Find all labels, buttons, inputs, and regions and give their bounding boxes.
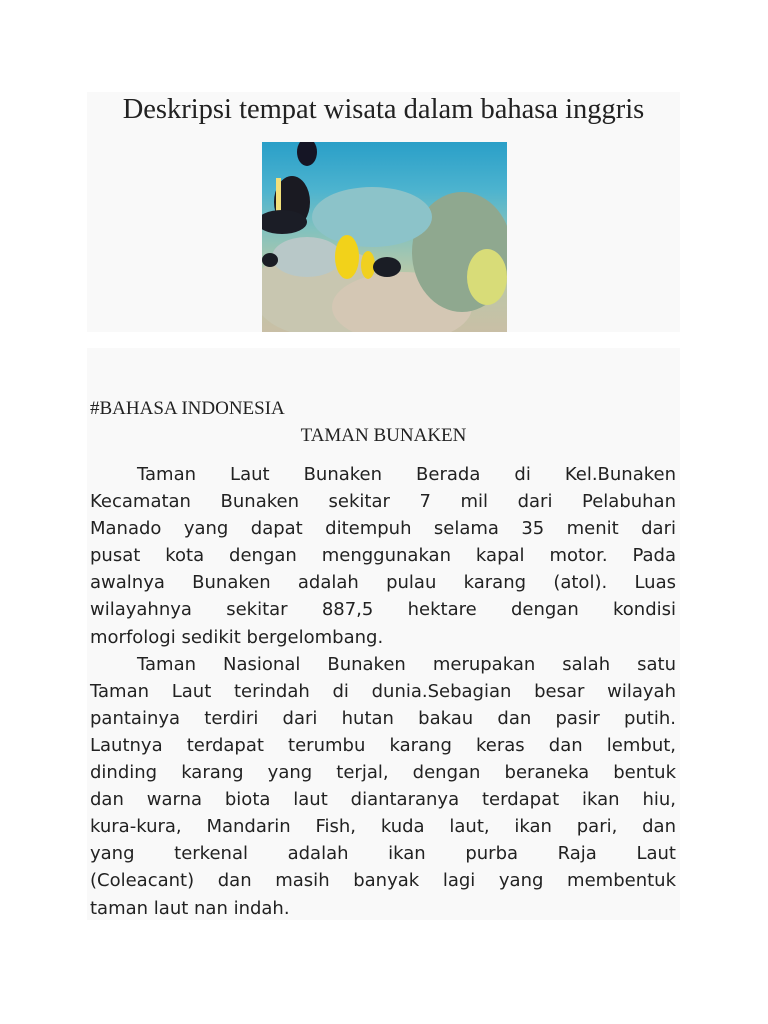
text-line: morfologi sedikit bergelombang. — [90, 626, 384, 648]
text-line: Manado yang dapat ditempuh selama 35 menit dari — [90, 518, 676, 540]
text-line: wilayahnya sekitar 887,5 hektare dengan kondisi — [90, 599, 676, 621]
paragraph-1 — [90, 461, 676, 651]
text-line: Taman Laut Bunaken Berada di Kel.Bunaken — [137, 464, 676, 485]
content-panel — [87, 348, 680, 920]
text-line: dan warna biota laut diantaranya terdapat ikan hiu, — [90, 789, 676, 811]
text-line: (Coleacant) dan masih banyak lagi yang membentuk — [90, 870, 676, 892]
text-line: Kecamatan Bunaken sekitar 7 mil dari Pelabuhan — [90, 491, 676, 513]
paragraph-2 — [90, 651, 676, 922]
text-line: pantainya terdiri dari hutan bakau dan pasir putih. — [90, 707, 676, 729]
text-line: Taman Nasional Bunaken merupakan salah satu — [137, 653, 676, 675]
text-line: taman laut nan indah. — [90, 897, 290, 919]
title-panel — [87, 92, 680, 332]
document-title: Deskripsi tempat wisata dalam bahasa inggris — [122, 94, 645, 125]
text-line: Taman Laut terindah di dunia.Sebagian besar wilayah — [90, 680, 676, 702]
text-line: awalnya Bunaken adalah pulau karang (atol). Luas — [90, 572, 676, 594]
text-line: kura-kura, Mandarin Fish, kuda laut, ikan pari, dan — [90, 816, 676, 838]
body-text — [90, 461, 676, 922]
text-line: Lautnya terdapat terumbu karang keras dan lembut, — [90, 734, 676, 756]
text-line: yang terkenal adalah ikan purba Raja Laut — [90, 843, 676, 865]
text-line: pusat kota dengan menggunakan kapal motor. Pada — [90, 545, 676, 567]
text-line: dinding karang yang terjal, dengan beraneka bentuk — [90, 762, 676, 784]
section-tag: #BAHASA INDONESIA — [90, 398, 285, 419]
section-heading: TAMAN BUNAKEN — [300, 425, 467, 446]
coral-reef-photo — [262, 142, 507, 332]
